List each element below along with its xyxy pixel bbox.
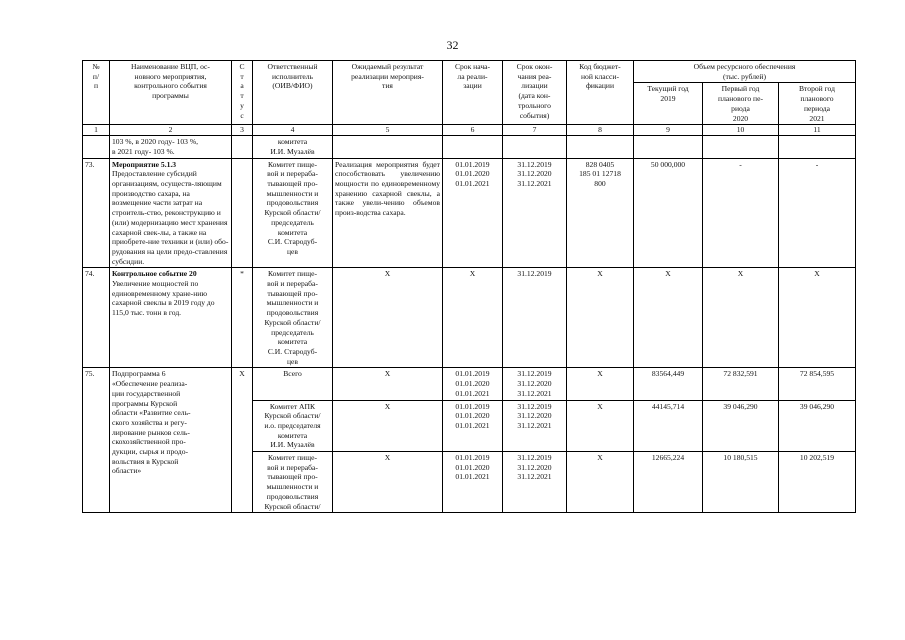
cont-responsible: комитета И.И. Музалёв <box>253 136 333 158</box>
row-name-cell <box>110 158 232 268</box>
row-status: X <box>232 368 253 513</box>
row-start: 01.01.2019 01.01.2020 01.01.2021 <box>443 368 503 400</box>
header-status: С т а т у с <box>232 61 253 125</box>
col-number: 7 <box>503 125 567 136</box>
header-responsible: Ответственный исполнитель (ОИВ/ФИО) <box>253 61 333 125</box>
row-number: 75. <box>83 368 110 513</box>
row-description: Предоставление субсидий организациям, осуществ-ляющим производство сахара, на возмещение части затрат на строитель-ство, реконструкцию и (или) модернизацию мест хранения сахарной свек-лы, а также на приобрете-ние техники и (или) обо-рудования на цели предо-ставления субсидии. <box>112 169 229 266</box>
row-number: 73. <box>83 158 110 268</box>
row-year-2020: 72 832,591 <box>703 368 779 400</box>
row-year-2019: 50 000,000 <box>634 158 703 268</box>
header-start: Срок нача- ла реали- зации <box>443 61 503 125</box>
row-result: X <box>333 400 443 452</box>
header-num: № п/ п <box>83 61 110 125</box>
row-year-2019: X <box>634 268 703 368</box>
col-number: 9 <box>634 125 703 136</box>
row-year-2021: 39 046,290 <box>779 400 856 452</box>
col-number: 2 <box>110 125 232 136</box>
row-end: 31.12.2019 31.12.2020 31.12.2021 <box>503 368 567 400</box>
header-kbk: Код бюджет- ной класси- фикации <box>567 61 634 125</box>
row-year-2019: 83564,449 <box>634 368 703 400</box>
row-start: X <box>443 268 503 368</box>
row-kbk: X <box>567 452 634 513</box>
header-year-2019: Текущий год 2019 <box>634 83 703 125</box>
row-end: 31.12.2019 <box>503 268 567 368</box>
row-result: X <box>333 268 443 368</box>
header-row <box>83 61 856 83</box>
row-kbk: X <box>567 268 634 368</box>
col-number: 3 <box>232 125 253 136</box>
program-table <box>82 60 856 513</box>
table-row-continuation <box>83 136 856 158</box>
row-end: 31.12.2019 31.12.2020 31.12.2021 <box>503 158 567 268</box>
row-kbk: X <box>567 368 634 400</box>
header-resources: Объем ресурсного обеспечения (тыс. рублей) <box>634 61 856 83</box>
header-name: Наименование ВЦП, ос- новного мероприятия, контрольного события программы <box>110 61 232 125</box>
row-year-2021: 10 202,519 <box>779 452 856 513</box>
row-year-2019: 12665,224 <box>634 452 703 513</box>
header-end: Срок окон- чания реа- лизации (дата кон- трольного события) <box>503 61 567 125</box>
row-year-2020: 10 180,515 <box>703 452 779 513</box>
row-start: 01.01.2019 01.01.2020 01.01.2021 <box>443 400 503 452</box>
row-end: 31.12.2019 31.12.2020 31.12.2021 <box>503 452 567 513</box>
col-number: 5 <box>333 125 443 136</box>
table-row-73 <box>83 158 856 268</box>
row-year-2020: X <box>703 268 779 368</box>
row-responsible: Всего <box>253 368 333 400</box>
row-year-2021: - <box>779 158 856 268</box>
row-title: Контрольное событие 20 <box>112 269 197 279</box>
cont-name: 103 %, в 2020 году- 103 %, в 2021 году- 103 %. <box>110 136 232 158</box>
row-year-2020: - <box>703 158 779 268</box>
row-responsible: Комитет пище- вой и перераба- тывающей про- мышленности и продовольствия Курской области/ <box>253 452 333 513</box>
row-name-cell <box>110 268 232 368</box>
row-year-2019: 44145,714 <box>634 400 703 452</box>
col-number: 10 <box>703 125 779 136</box>
header-result: Ожидаемый результат реализации мероприя- тия <box>333 61 443 125</box>
row-start: 01.01.2019 01.01.2020 01.01.2021 <box>443 452 503 513</box>
column-numbers-row <box>83 125 856 136</box>
header-year-2021: Второй год планового периода 2021 <box>779 83 856 125</box>
row-result: X <box>333 452 443 513</box>
row-kbk: X <box>567 400 634 452</box>
col-number: 4 <box>253 125 333 136</box>
row-responsible: Комитет пище- вой и перераба- тывающей про- мышленности и продовольствия Курской области/ председатель комитета С.И. Стародуб- цев <box>253 158 333 268</box>
row-title: Мероприятие 5.1.3 <box>112 159 177 169</box>
col-number: 1 <box>83 125 110 136</box>
row-responsible: Комитет АПК Курской области/ и.о. председателя комитета И.И. Музалёв <box>253 400 333 452</box>
row-title: Подпрограмма 6 «Обеспечение реализа- ции государственной программы Курской области «Развитие сель- ского хозяйства и регу- лирование рынков сель- скохозяйственной про- дукции, сырья и продо- вольствия в Курской области» <box>110 368 232 513</box>
row-kbk: 828 0405 185 01 12718 800 <box>567 158 634 268</box>
header-year-2020: Первый год планового пе- риода 2020 <box>703 83 779 125</box>
table-row-74 <box>83 268 856 368</box>
row-result: Реализация мероприятия будет способствовать увеличению мощности по единовременному хранению сахарной свеклы, а также увели-чению объемов произ-водства сахара. <box>333 158 443 268</box>
col-number: 11 <box>779 125 856 136</box>
col-number: 6 <box>443 125 503 136</box>
row-result: X <box>333 368 443 400</box>
row-status: * <box>232 268 253 368</box>
table-row-75-total <box>83 368 856 400</box>
row-year-2020: 39 046,290 <box>703 400 779 452</box>
page-number: 32 <box>446 38 459 52</box>
row-number: 74. <box>83 268 110 368</box>
row-responsible: Комитет пище- вой и перераба- тывающей про- мышленности и продовольствия Курской области/ председатель комитета С.И. Стародуб- цев <box>253 268 333 368</box>
row-year-2021: 72 854,595 <box>779 368 856 400</box>
row-description: Увеличение мощностей по единовременному хране-нию сахарной свеклы в 2019 году до 115,0 тыс. тонн в год. <box>112 279 215 318</box>
row-end: 31.12.2019 31.12.2020 31.12.2021 <box>503 400 567 452</box>
col-number: 8 <box>567 125 634 136</box>
row-start: 01.01.2019 01.01.2020 01.01.2021 <box>443 158 503 268</box>
row-year-2021: X <box>779 268 856 368</box>
